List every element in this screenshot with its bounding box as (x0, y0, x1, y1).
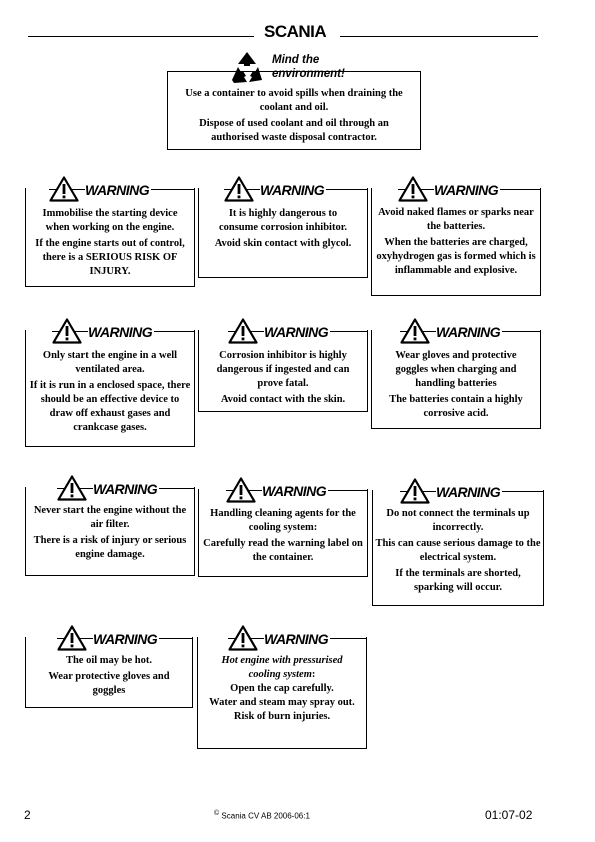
warning-text: If the terminals are shorted, sparking will occur. (395, 568, 521, 593)
header-rule-left (28, 36, 254, 37)
warning-text: There is a risk of injury or serious engine damage. (33, 535, 187, 560)
warning-box (197, 637, 367, 749)
warning-box (198, 188, 368, 278)
warning-text: Immobilise the starting device when working on the engine. (42, 208, 178, 233)
warning-text: Corrosion inhibitor is highly dangerous if ingested and can prove fatal. (216, 350, 350, 389)
warning-box (198, 330, 368, 412)
header-rule-right (340, 36, 538, 37)
warning-label: WARNING (93, 631, 158, 647)
environment-para-1: Use a container to avoid spills when draining the coolant and oil. (185, 88, 403, 113)
warning-box (25, 330, 195, 447)
warning-box (198, 489, 368, 577)
warning-text: It is highly dangerous to consume corrosion inhibitor. (218, 208, 348, 233)
warning-label: WARNING (262, 483, 327, 499)
warning-box (371, 188, 541, 296)
warning-text: If it is run in a enclosed space, there should be an effective device to draw off exhaust gases and crankcase gases. (29, 380, 191, 433)
environment-para-2: Dispose of used coolant and oil through an authorised waste disposal contractor. (199, 118, 389, 143)
warning-box (25, 487, 195, 576)
warning-text: Only start the engine in a well ventilated area. (42, 350, 178, 375)
warning-text: Open the cap carefully. (230, 683, 334, 694)
copyright-text: Scania CV AB 2006-06:1 (221, 811, 310, 821)
warning-text: If the engine starts out of control, there is a SERIOUS RISK OF INJURY. (35, 238, 185, 277)
warning-box (25, 188, 195, 287)
warning-box (372, 490, 544, 606)
warning-italic-suffix: : (311, 669, 316, 680)
warning-text: Risk of burn injuries. (233, 711, 331, 722)
warning-label: WARNING (85, 182, 150, 198)
copyright-symbol: © (214, 810, 220, 817)
doc-code: 01:07-02 (485, 808, 533, 822)
scania-logo: SCANIA (264, 22, 327, 41)
warning-text: Wear gloves and protective goggles when charging and handling batteries (395, 350, 517, 389)
warning-text: The oil may be hot. (65, 655, 153, 666)
warning-label: WARNING (264, 631, 329, 647)
warning-text: Do not connect the terminals up incorrectly. (386, 508, 530, 533)
warning-box (371, 330, 541, 429)
warning-label: WARNING (436, 484, 501, 500)
warning-italic-lead (206, 654, 358, 682)
warning-text: Avoid contact with the skin. (220, 394, 346, 405)
environment-box (167, 71, 421, 150)
warning-box (25, 637, 193, 708)
warning-text: Handling cleaning agents for the cooling system: (210, 508, 356, 533)
warning-text: Never start the engine without the air filter. (33, 505, 187, 530)
warning-text: This can cause serious damage to the electrical system. (375, 538, 541, 563)
environment-title-line1: Mind the (272, 54, 320, 66)
warning-text: Carefully read the warning label on the container. (203, 538, 363, 563)
warning-label: WARNING (436, 324, 501, 340)
warning-label: WARNING (88, 324, 153, 340)
warning-text: When the batteries are charged, oxyhydrogen gas is formed which is inflammable and explosive. (376, 237, 536, 276)
warning-label: WARNING (434, 182, 499, 198)
warning-text: Avoid skin contact with glycol. (214, 238, 352, 249)
warning-text: The batteries contain a highly corrosive acid. (389, 394, 523, 419)
warning-text: Wear protective gloves and goggles (48, 671, 170, 696)
warning-text: Water and steam may spray out. (209, 697, 355, 708)
page-number: 2 (24, 808, 31, 822)
warning-label: WARNING (264, 324, 329, 340)
warning-label: WARNING (260, 182, 325, 198)
warning-label: WARNING (93, 481, 158, 497)
warning-text: Avoid naked flames or sparks near the batteries. (378, 207, 534, 232)
copyright (214, 810, 310, 821)
warning-italic-text: Hot engine with pressurised cooling system (221, 655, 343, 680)
environment-title-line2: environment! (272, 68, 345, 80)
